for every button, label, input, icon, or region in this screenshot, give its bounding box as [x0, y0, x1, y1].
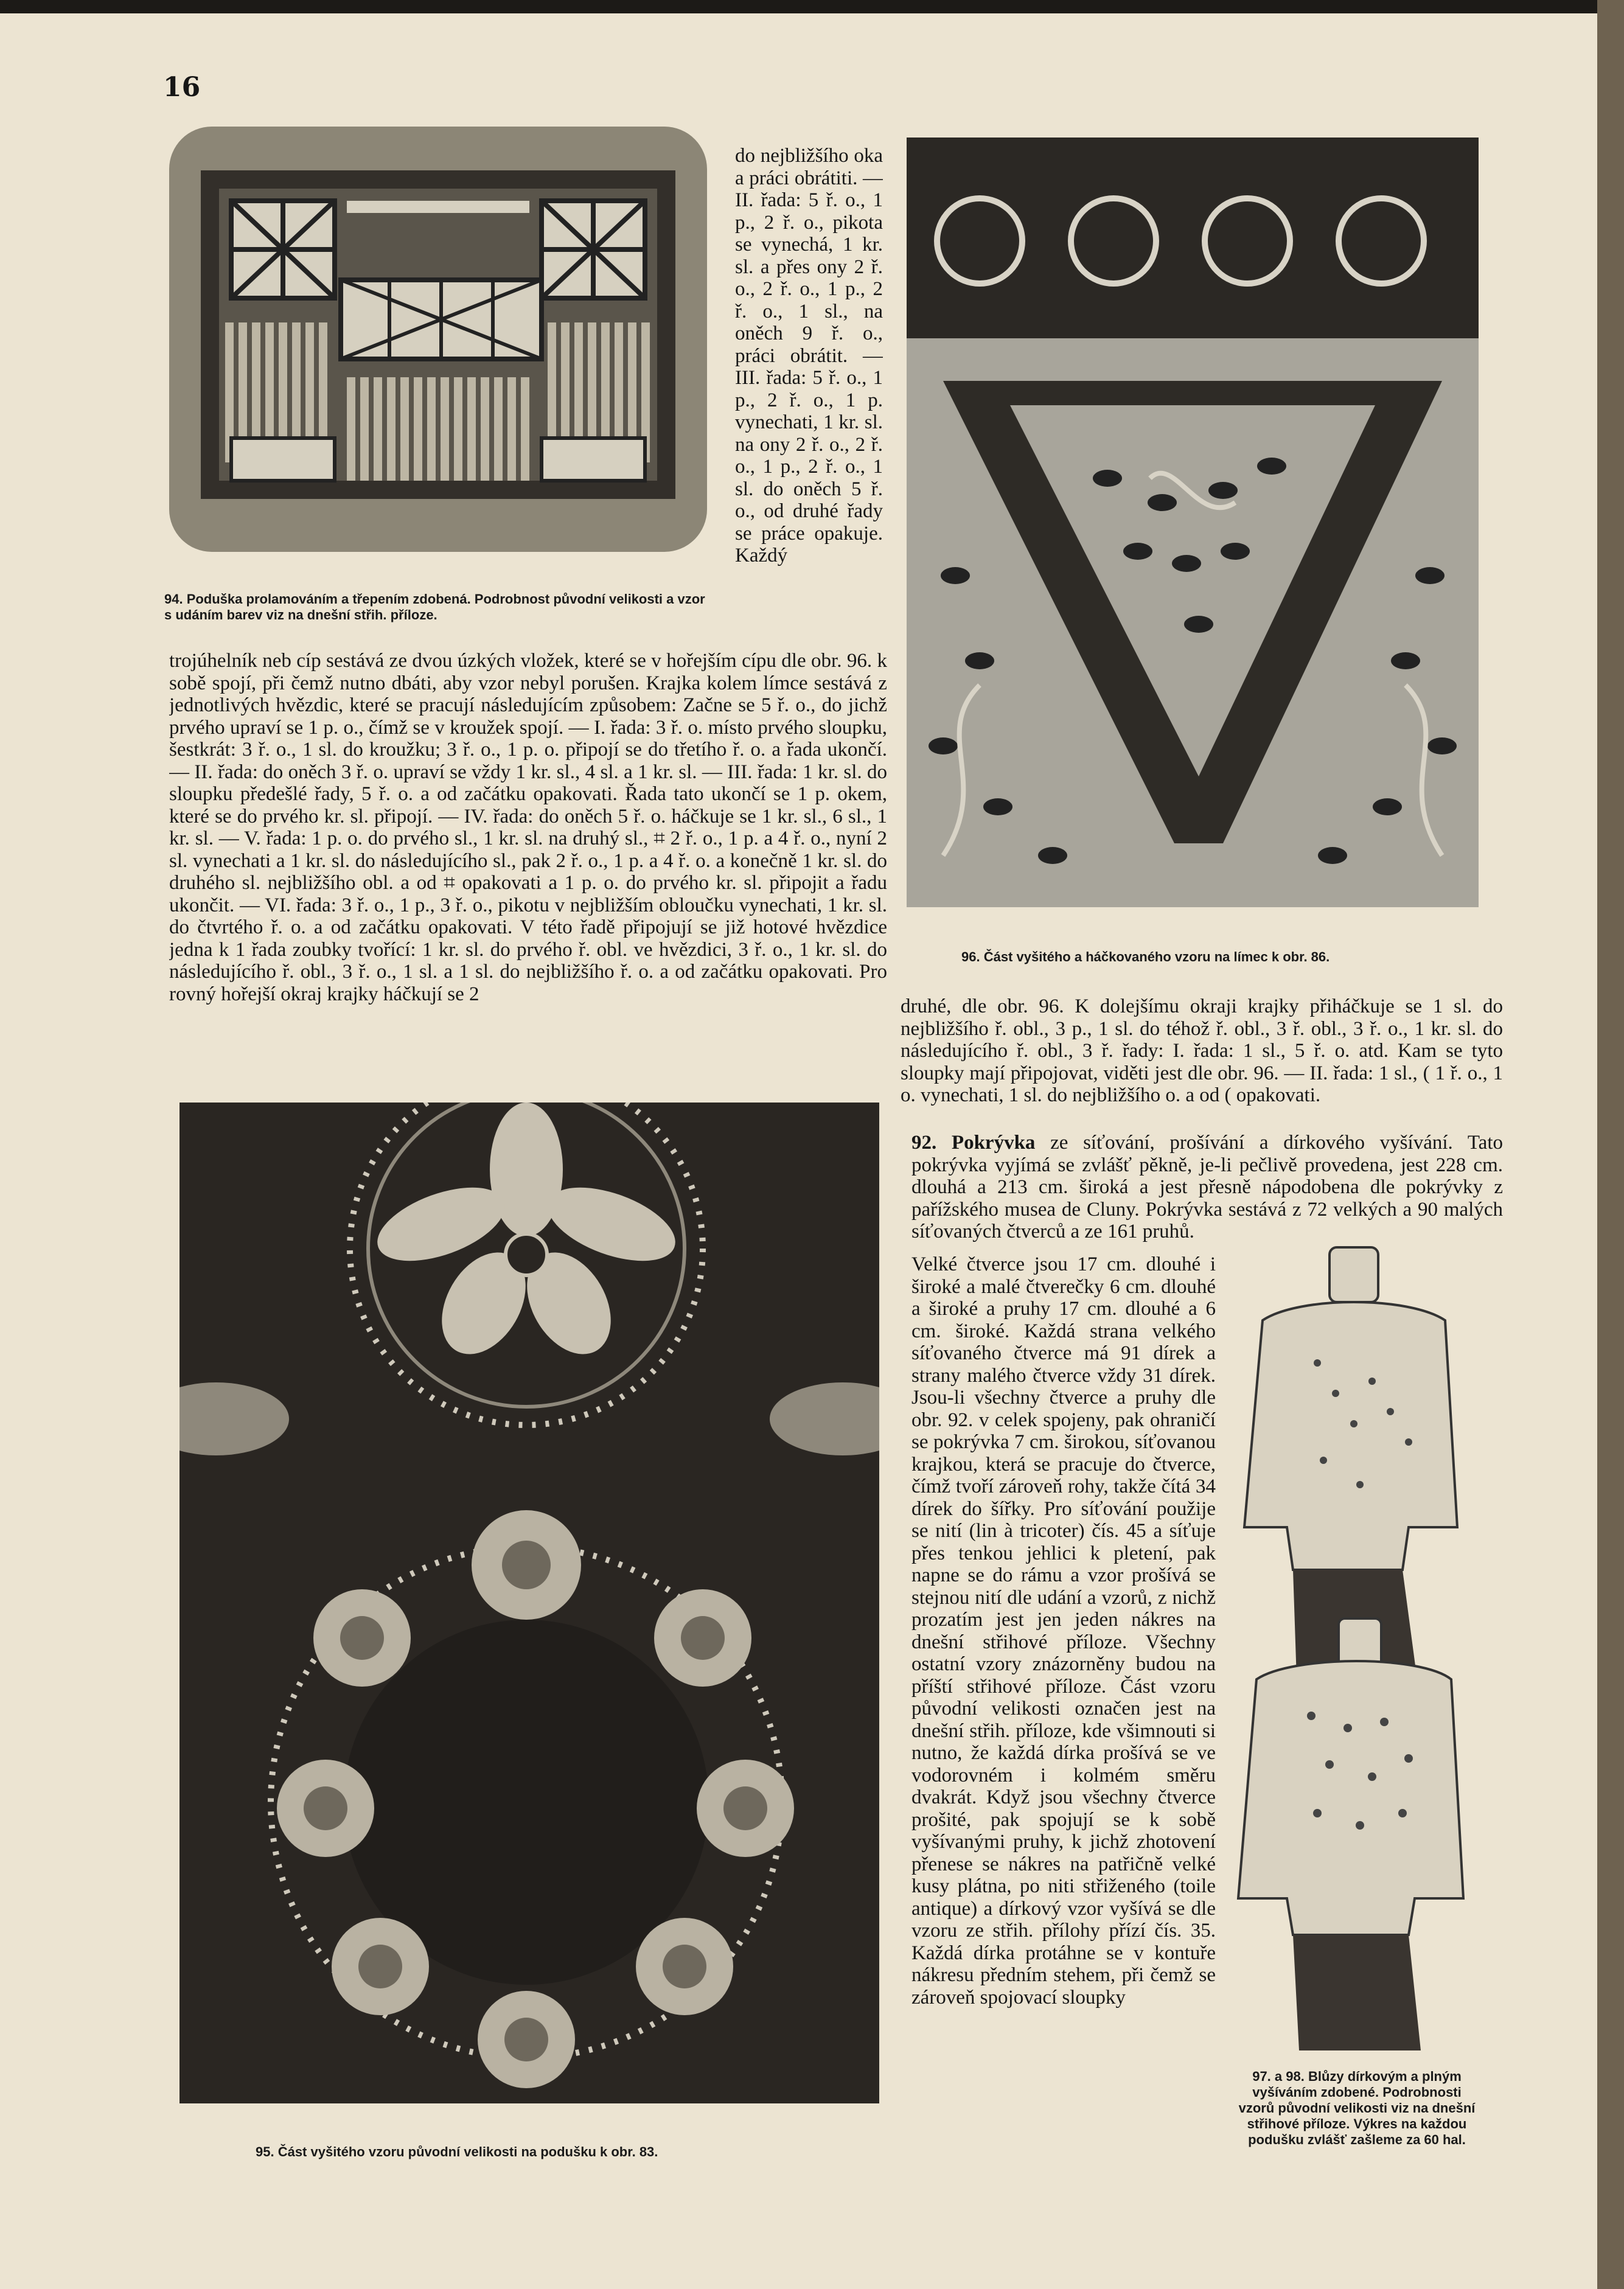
figure-96-caption: 96. Část vyšitého a háčkovaného vzoru na límec k obr. 86.: [961, 949, 1330, 964]
figure-95-caption: 95. Část vyšitého vzoru původní velikosti na podušku k obr. 83.: [256, 2144, 658, 2159]
figure-96-collar-photo: [907, 138, 1479, 907]
figure-95-embroidery-photo: [179, 1103, 879, 2103]
item-92-heading: 92. Pokrývka: [911, 1132, 1036, 1154]
text-narrow-top: do nejbližšího oka a práci obrátiti. — II. řada: 5 ř. o., 1 p., 2 ř. o., pikota se vynechá, 1 kr. sl. a přes ony 2 ř. o., 2 ř. o., 1 p., 2 ř. o., 1 sl., na oněch 9 ř. o., práci obrátit. — III. řada: 5 ř. o., 1 p., 2 ř. o., 1 p. vynechati, 1 kr. sl. na ony 2 ř. o., 2 ř. o., 1 p., 2 ř. o., 1 sl. do oněch 5 ř. o., od druhé řady se práce opakuje. Každý: [735, 145, 883, 566]
item-92-text: ze síťování, prošívání a dírkového vyšívání. Tato pokrývka vyjímá se zvlášť pěkně, je-li pečlivě provedena, jest 228 cm. dlouhá a 213 cm. široká a jest přesně nápodobena dle pokrývky z pařížského musea de Cluny. Pokrývka sestává z 72 velkých a 90 malých síťovaných čtverců a ze 161 pruhů.: [911, 1132, 1503, 1242]
page-number: 16: [163, 72, 201, 103]
item-92-paragraph: [911, 1132, 1503, 1253]
text-left-main: trojúhelník neb cíp sestává ze dvou úzkých vložek, které se v hořejším cípu dle obr. 96. k sobě spojí, při čemž nutno dbáti, aby vzor nebyl porušen. Krajka kolem límce sestává z jednotlivých hvězdic, které se pracují následujícím způsobem: Začne se 5 ř. o., do jichž prvého upraví se 1 p. o., čímž se v kroužek spojí. — I. řada: 3 ř. o. místo prvého sloupku, šestkrát: 3 ř. o., 1 sl. do kroužku; 3 ř. o., 1 p. o. připojí se do třetího ř. o. a řada ukončí. — II. řada: do oněch 3 ř. o. upraví se vždy 1 kr. sl., 4 sl. a 1 kr. sl. — III. řada: 1 kr. sl. do sloupku předešlé řady, 5 ř. o. a od začátku opakovati. Řada tato ukončí se 1 p. okem, které se do prvého kr. sl. připojí. — IV. řada: do oněch 5 ř. o. háčkuje se 1 kr. sl., 6 sl., 1 kr. sl. — V. řada: 1 p. o. do prvého sl., 1 kr. sl. na druhý sl., ⌗ 2 ř. o., 1 p. a 4 ř. o., nyní 2 sl. vynechati a 1 kr. sl. do následujícího sl., pak 2 ř. o., 1 p. a 4 ř. o. a konečně 1 kr. sl. do druhého sl. nejbližšího obl. a od ⌗ opakovati a 1 p. o. do prvého kr. sl. připojit a řadu ukončit. — VI. řada: 3 ř. o., 1 p., 3 ř. o., pikotu v nejbližším obloučku vynechati, 1 kr. sl. do čtvrtého ř. o. a od začátku opakovati. V této řadě připojují se již hotové hvězdice jedna k 1 řada zoubky tvořící: 1 kr. sl. do prvého ř. obl. ve hvězdici, 3 ř. o., 1 kr. sl. do následujícího ř. obl., 3 ř. o., 1 sl. a 1 sl. do nejbližšího ř. o. a od začátku opakovati. Pro rovný hořejší okraj krajky háčkují se 2: [169, 650, 887, 1005]
figure-97-98-blouses-illustration: [1226, 1241, 1469, 2054]
figure-97-98-caption: 97. a 98. Blůzy dírkovým a plným vyšíváním zdobené. Podrobnosti vzorů původní velikosti viz na dnešní střihové příloze. Výkres na každou podušku zvlášť zašleme za 60 hal.: [1238, 2069, 1476, 2147]
scan-right-edge: [1597, 0, 1624, 2289]
text-right-main: druhé, dle obr. 96. K dolejšímu okraji krajky přiháčkuje se 1 sl. do nejbližšího ř. obl., 3 p., 1 sl. do téhož ř. obl., 3 ř. obl., 3 ř. o., 1 kr. sl. do následujícího ř. obl., 3 ř. řady: I. řada: 1 sl., 5 ř. o. atd. Kam se tyto sloupky mají připojovat, viděti jest dle obr. 96. — II. řada: 1 sl., ( 1 ř. o., 1 o. vynechati, 1 sl. do nejbližšího o. a od ( opakovati.: [901, 995, 1503, 1106]
figure-94-cushion-photo: [164, 122, 712, 557]
scan-top-edge: [0, 0, 1624, 13]
figure-94-caption: 94. Poduška prolamováním a třepením zdobená. Podrobnost původní velikosti a vzor s udáním barev viz na dnešní střih. příloze.: [164, 591, 705, 622]
text-narrow-right: Velké čtverce jsou 17 cm. dlouhé i široké a malé čtverečky 6 cm. dlouhé a široké a pruhy 17 cm. dlouhé a 6 cm. široké. Každá strana velkého síťovaného čtverce má 91 dírek a strany malého čtverce vždy 31 dírek. Jsou-li všechny čtverce a pruhy dle obr. 92. v celek spojeny, pak ohraničí se pokrývka 7 cm. širokou, síťovanou krajkou, která se pracuje do čtverce, čímž tvoří zároveň rohy, takže čítá 34 dírek do šířky. Pro síťování použije se nití (lin à tricoter) čís. 45 a síťuje přes tenkou jehlici k pletení, pak napne se do rámu a vzor prošívá se stejnou nití dle udání a vzorů, z nichž prozatím jest jen jeden nákres na dnešní střihové příloze. Všechny ostatní vzory znázorněny budou na příští střihové příloze. Část vzoru původní velikosti označen jest na dnešní střih. příloze, kde všimnouti si nutno, že každá dírka prošívá se ve vodorovném i kolmém směru dvakrát. Když jsou všechny čtverce prošité, pak spojují se k sobě vyšívanými pruhy, k jichž zhotovení přenese se nákres na patřičně velké kusy plátna, po niti střiženého (toile antique) a dírkový vzor vyšívá se dle vzoru ze střih. přílohy přízí čís. 35. Každá dírka protáhne se v kontuře nákresu předním stehem, při čemž se zároveň spojovací sloupky: [911, 1253, 1216, 2009]
